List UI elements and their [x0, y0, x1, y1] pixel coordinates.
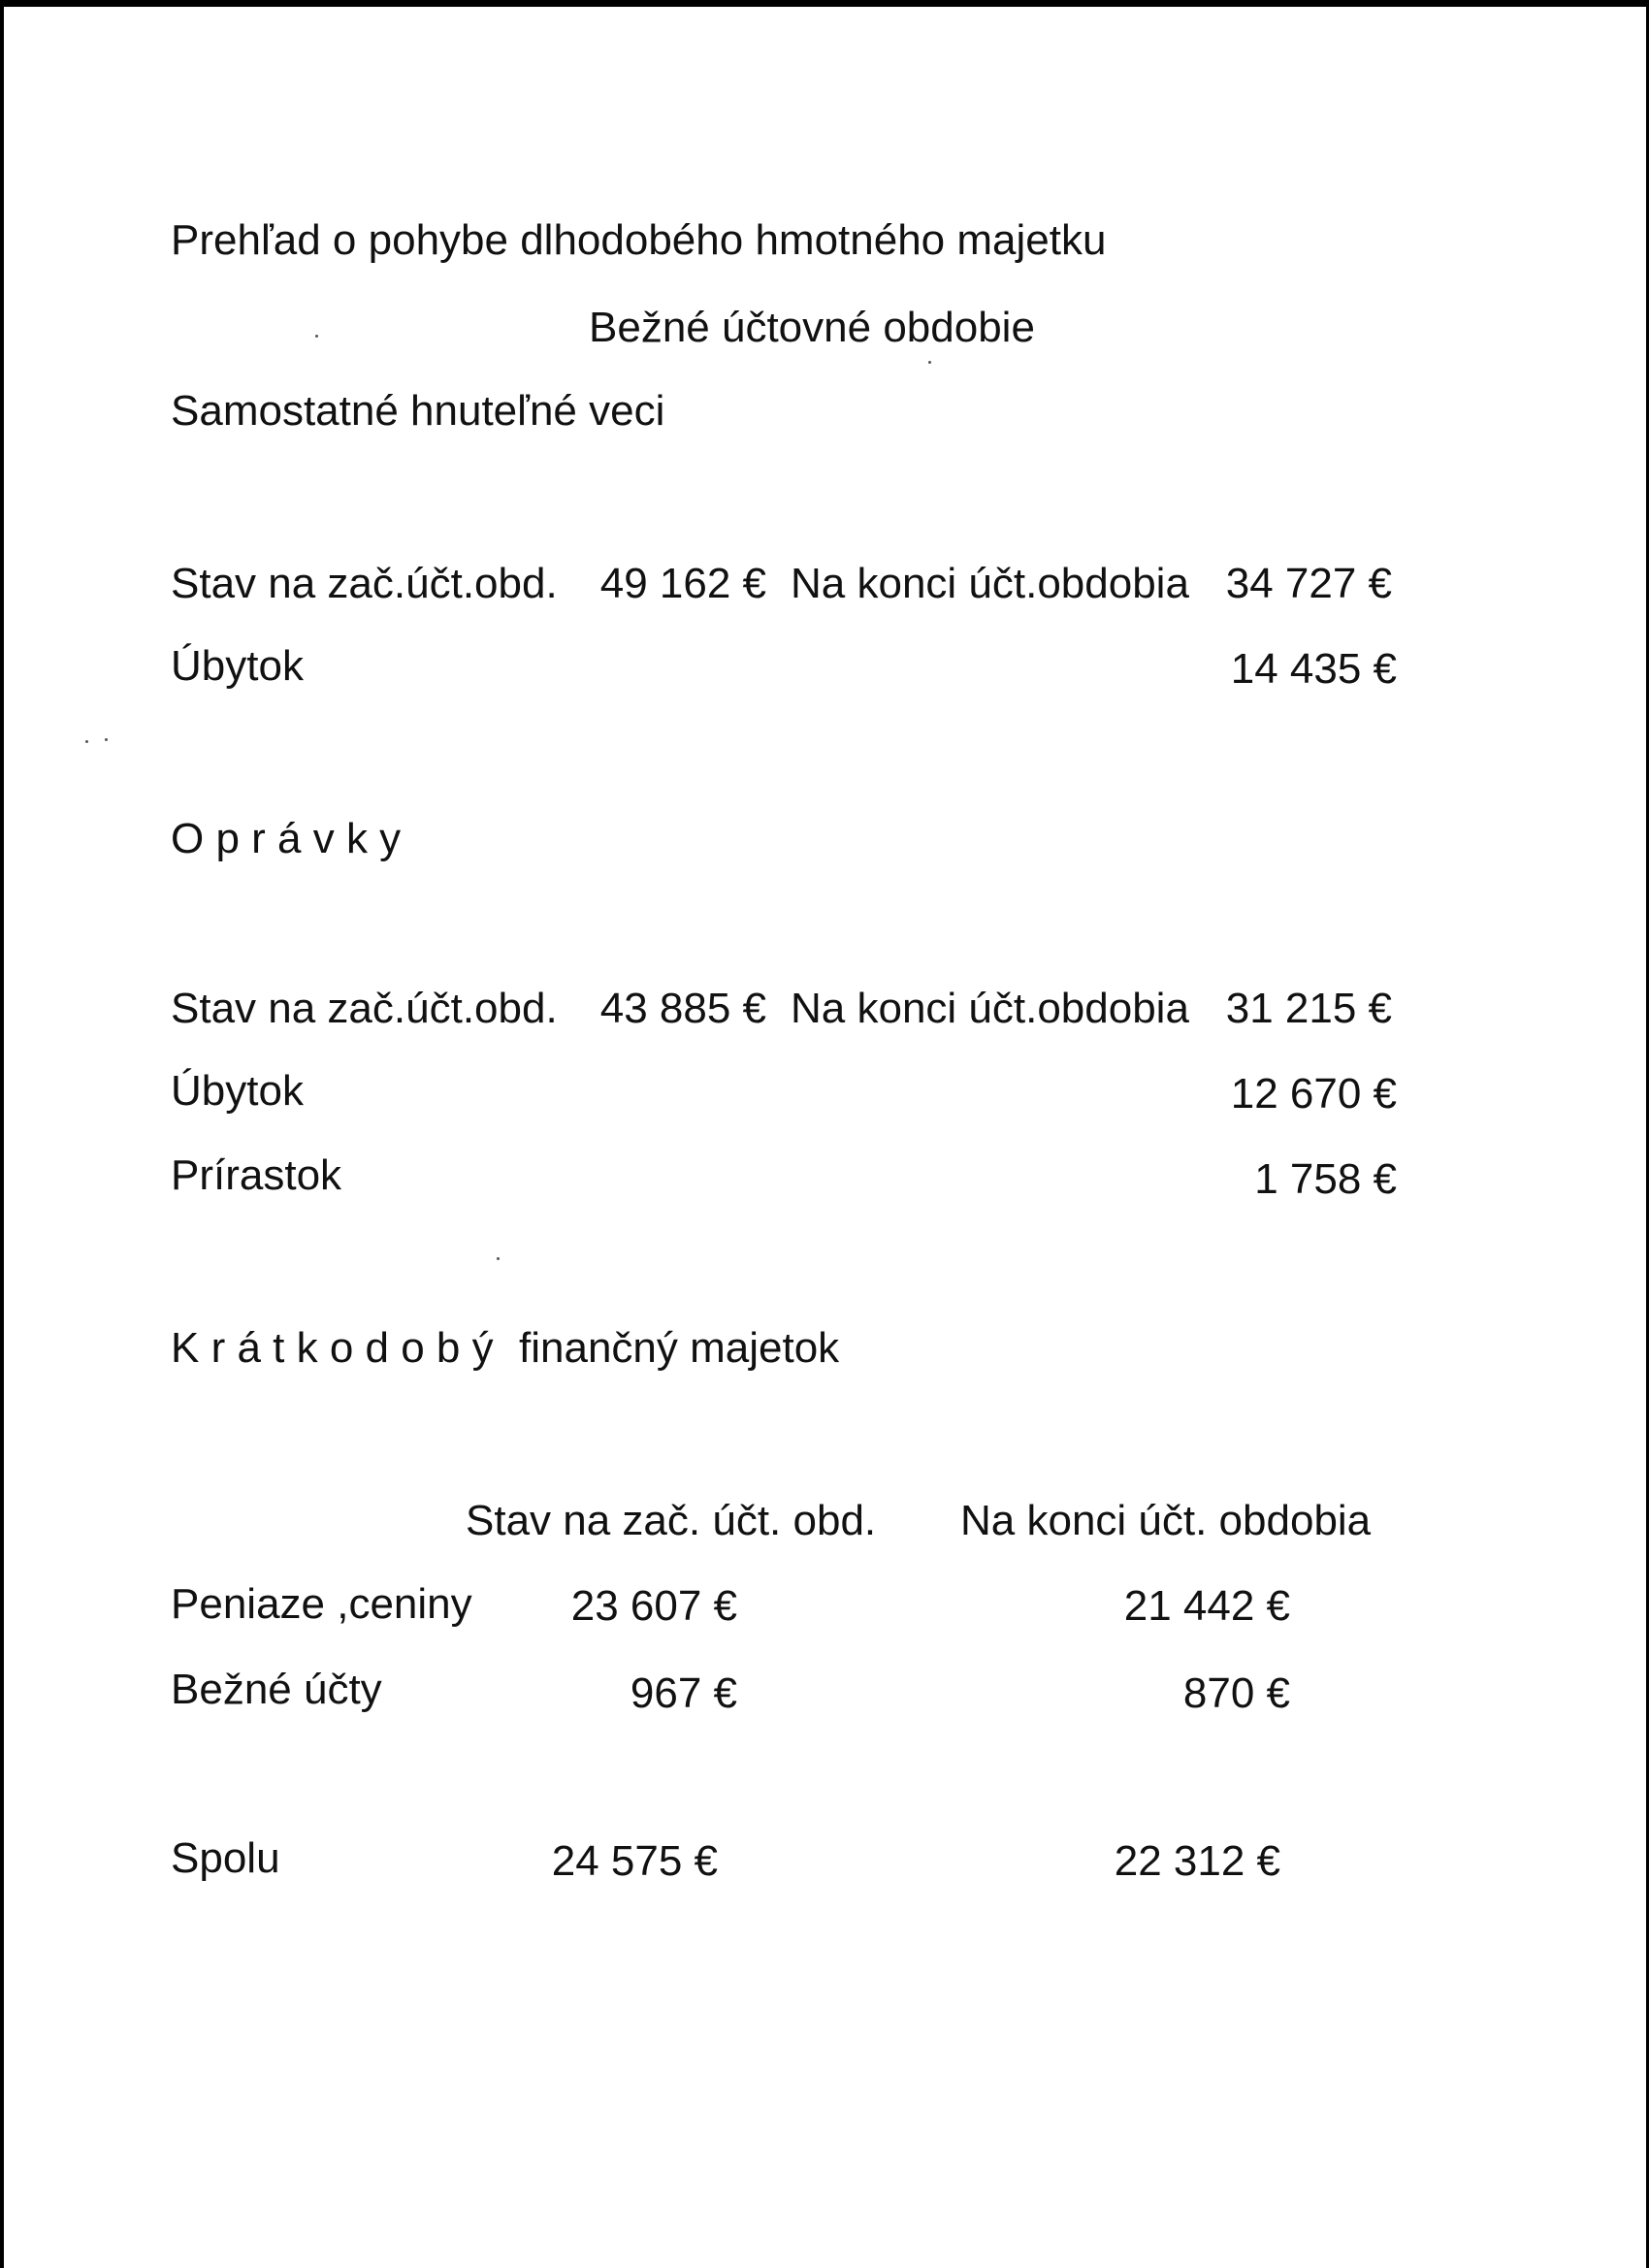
movables-start-value: 49 162 € — [599, 560, 766, 607]
financial-row-label: Bežné účty — [171, 1666, 382, 1713]
depreciation-end-value: 31 215 € — [1225, 985, 1392, 1032]
financial-total-label: Spolu — [171, 1834, 280, 1882]
financial-row-start: 967 € — [630, 1669, 737, 1717]
scan-speck — [85, 740, 88, 743]
financial-row-label: Peniaze ,ceniny — [171, 1580, 472, 1628]
depreciation-decrease-value: 12 670 € — [1230, 1070, 1397, 1118]
scan-speck — [497, 1257, 500, 1260]
scan-speck — [928, 361, 931, 364]
depreciation-start-value: 43 885 € — [599, 985, 766, 1032]
document-title: Prehľad o pohybe dlhodobého hmotného majetku — [171, 216, 1107, 264]
financial-col-end: Na konci účt. obdobia — [960, 1497, 1372, 1544]
movables-start-label: Stav na zač.účt.obd. — [171, 560, 558, 607]
movables-end-label: Na konci účt.obdobia — [791, 560, 1189, 607]
depreciation-decrease-label: Úbytok — [171, 1067, 304, 1115]
movables-heading: Samostatné hnuteľné veci — [171, 387, 665, 435]
movables-decrease-value: 14 435 € — [1230, 645, 1397, 693]
financial-row-end: 21 442 € — [1123, 1582, 1290, 1630]
scan-speck — [105, 738, 108, 741]
movables-decrease-label: Úbytok — [171, 642, 304, 690]
scan-border-left — [0, 0, 4, 2268]
financial-heading-spaced: K r á t k o d o b ý — [171, 1324, 494, 1372]
financial-row-end: 870 € — [1182, 1669, 1290, 1717]
financial-row-start: 23 607 € — [570, 1582, 737, 1630]
financial-total-start: 24 575 € — [551, 1837, 718, 1885]
depreciation-increase-label: Prírastok — [171, 1151, 342, 1199]
depreciation-start-label: Stav na zač.účt.obd. — [171, 985, 558, 1032]
depreciation-end-label: Na konci účt.obdobia — [791, 985, 1189, 1032]
scan-speck — [315, 335, 318, 338]
depreciation-heading: O p r á v k y — [171, 815, 402, 862]
depreciation-increase-value: 1 758 € — [1254, 1155, 1397, 1203]
financial-total-end: 22 312 € — [1114, 1837, 1280, 1885]
movables-end-value: 34 727 € — [1225, 560, 1392, 607]
scan-border-top — [0, 0, 1649, 7]
financial-heading-rest: finančný majetok — [519, 1324, 840, 1372]
period-heading: Bežné účtovné obdobie — [589, 304, 1035, 351]
financial-col-start: Stav na zač. účt. obd. — [466, 1497, 877, 1544]
